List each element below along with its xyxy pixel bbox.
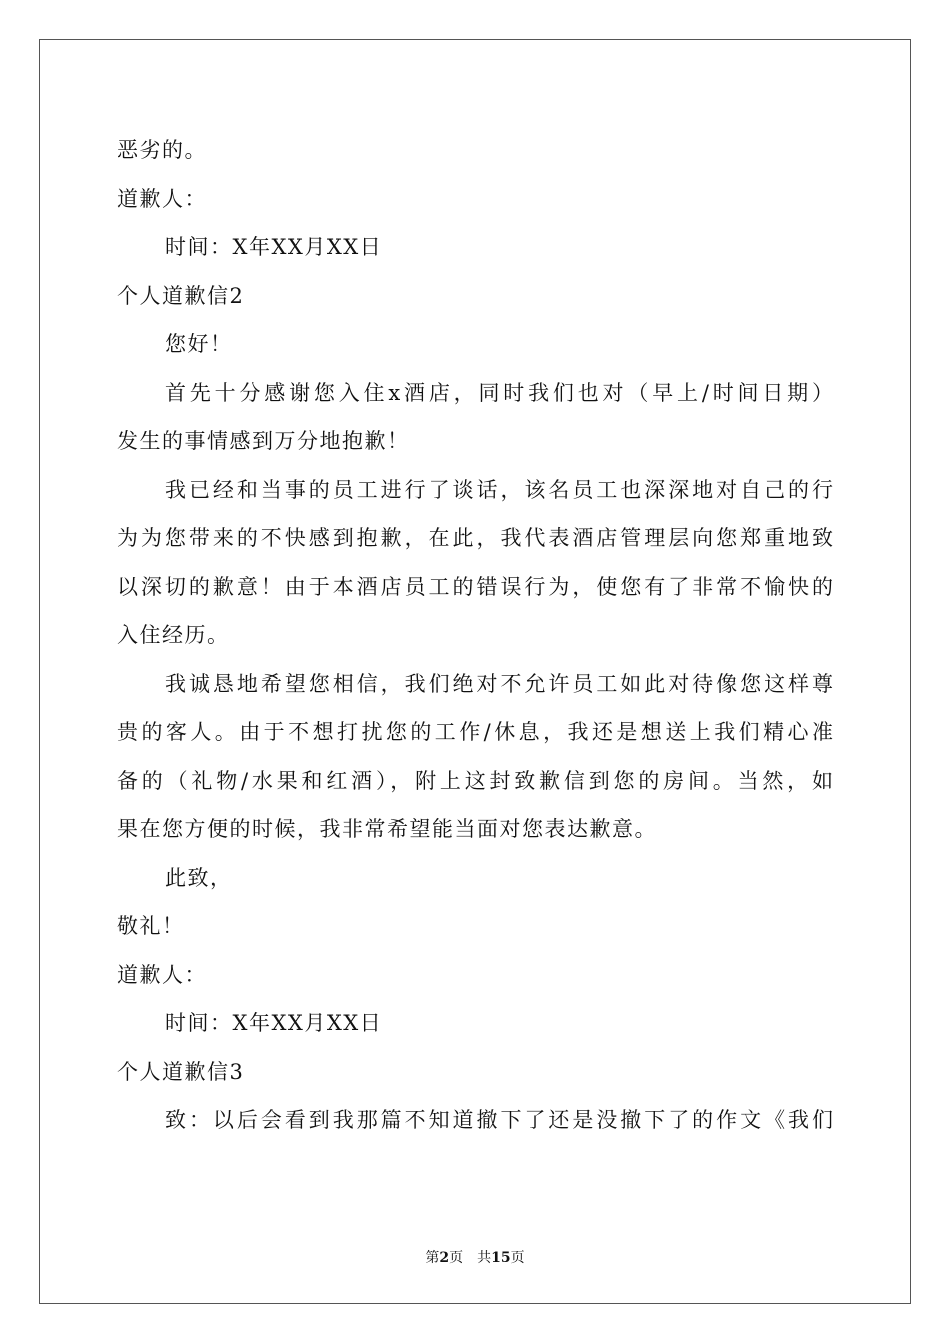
paragraph-line: 我诚恳地希望您相信，我们绝对不允许员工如此对待像您这样尊	[165, 671, 833, 696]
paragraph-line: 入住经历。	[117, 623, 230, 647]
date-line: 时间：X年XX月XX日	[165, 235, 383, 259]
paragraph-line: 为为您带来的不快感到抱歉，在此，我代表酒店管理层向您郑重地致	[117, 526, 833, 550]
paragraph-line: 我已经和当事的员工进行了谈话，该名员工也深深地对自己的行	[165, 477, 833, 502]
signature-label: 道歉人：	[117, 962, 207, 987]
paragraph-line: 贵的客人。由于不想打扰您的工作/休息，我还是想送上我们精心准	[117, 720, 833, 744]
page-number: 2	[439, 1250, 450, 1266]
page-footer	[0, 1247, 950, 1267]
text-line: 恶劣的。	[117, 138, 207, 162]
signature-label: 道歉人：	[117, 186, 207, 211]
total-label-suffix: 页	[510, 1250, 525, 1266]
paragraph-line: 首先十分感谢您入住x酒店，同时我们也对（早上/时间日期）	[165, 380, 833, 405]
section-title: 个人道歉信3	[117, 1059, 245, 1084]
closing-line: 此致，	[165, 865, 233, 890]
paragraph-line: 以深切的歉意！由于本酒店员工的错误行为，使您有了非常不愉快的	[117, 574, 833, 599]
total-label-prefix: 共	[477, 1250, 492, 1266]
page-label-suffix: 页	[449, 1250, 464, 1266]
document-body	[117, 126, 833, 1145]
greeting: 您好！	[165, 332, 233, 356]
total-pages: 15	[491, 1250, 511, 1266]
paragraph-line: 致：以后会看到我那篇不知道撤下了还是没撤下了的作文《我们	[165, 1108, 833, 1132]
paragraph-line: 果在您方便的时候，我非常希望能当面对您表达歉意。	[117, 817, 657, 841]
paragraph-line: 发生的事情感到万分地抱歉！	[117, 429, 410, 453]
closing-salute: 敬礼！	[117, 914, 185, 938]
section-title: 个人道歉信2	[117, 283, 245, 308]
page-label-prefix: 第	[425, 1250, 440, 1266]
paragraph-line: 备的（礼物/水果和红酒），附上这封致歉信到您的房间。当然，如	[117, 768, 833, 793]
date-line: 时间：X年XX月XX日	[165, 1011, 383, 1035]
